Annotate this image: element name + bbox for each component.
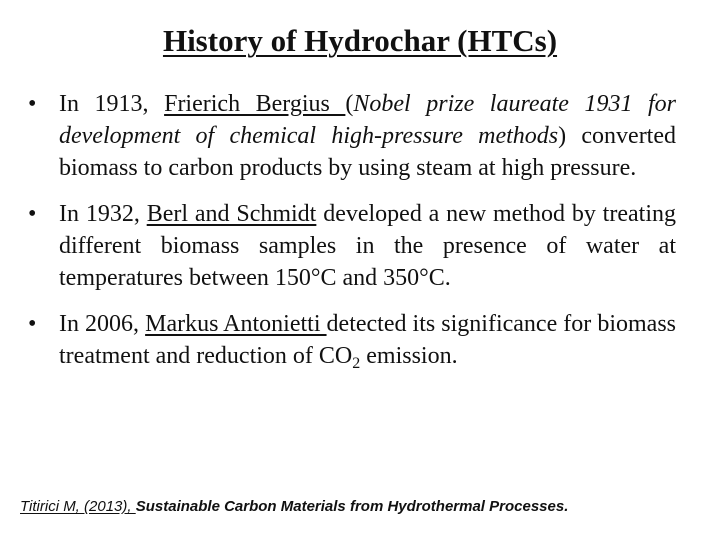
bullet-1913 — [28, 88, 676, 184]
bullet-marker: • — [28, 311, 37, 337]
bullet-lead: In 1932, — [59, 201, 147, 227]
citation-title: Sustainable Carbon Materials from Hydrothermal Processes. — [135, 498, 569, 515]
citation — [20, 497, 710, 517]
person-name: Markus Antonietti — [145, 311, 327, 337]
person-name: Frierich Bergius — [164, 91, 346, 117]
open-paren: ( — [345, 91, 354, 117]
person-name: Berl and Schmidt — [146, 201, 317, 227]
subscript: 2 — [352, 355, 361, 372]
page-title — [0, 22, 720, 59]
bullet-1932 — [28, 198, 676, 294]
bullet-lead: In 1913, — [59, 91, 165, 117]
bullet-tail: emission. — [360, 343, 458, 369]
bullet-2006 — [28, 308, 676, 372]
citation-author: Titirici M, (2013), — [20, 498, 136, 515]
bullet-marker: • — [28, 91, 37, 117]
bullet-text: detected its significance for biomass treatment and reduction of CO — [59, 311, 676, 369]
bullet-list — [28, 88, 676, 372]
page-title-text: History of Hydrochar (HTCs) — [162, 23, 558, 58]
bullet-marker: • — [28, 201, 37, 227]
italic-note: Nobel prize laureate 1931 for development of chemical high-pressure methods — [59, 91, 676, 149]
bullet-text: ) converted biomass to carbon products by using steam at high pressure. — [59, 123, 677, 181]
bullet-text: developed a new method by treating different biomass samples in the presence of water at temperatures between 150°C and 350°C. — [59, 201, 676, 291]
bullet-lead: In 2006, — [59, 311, 146, 337]
